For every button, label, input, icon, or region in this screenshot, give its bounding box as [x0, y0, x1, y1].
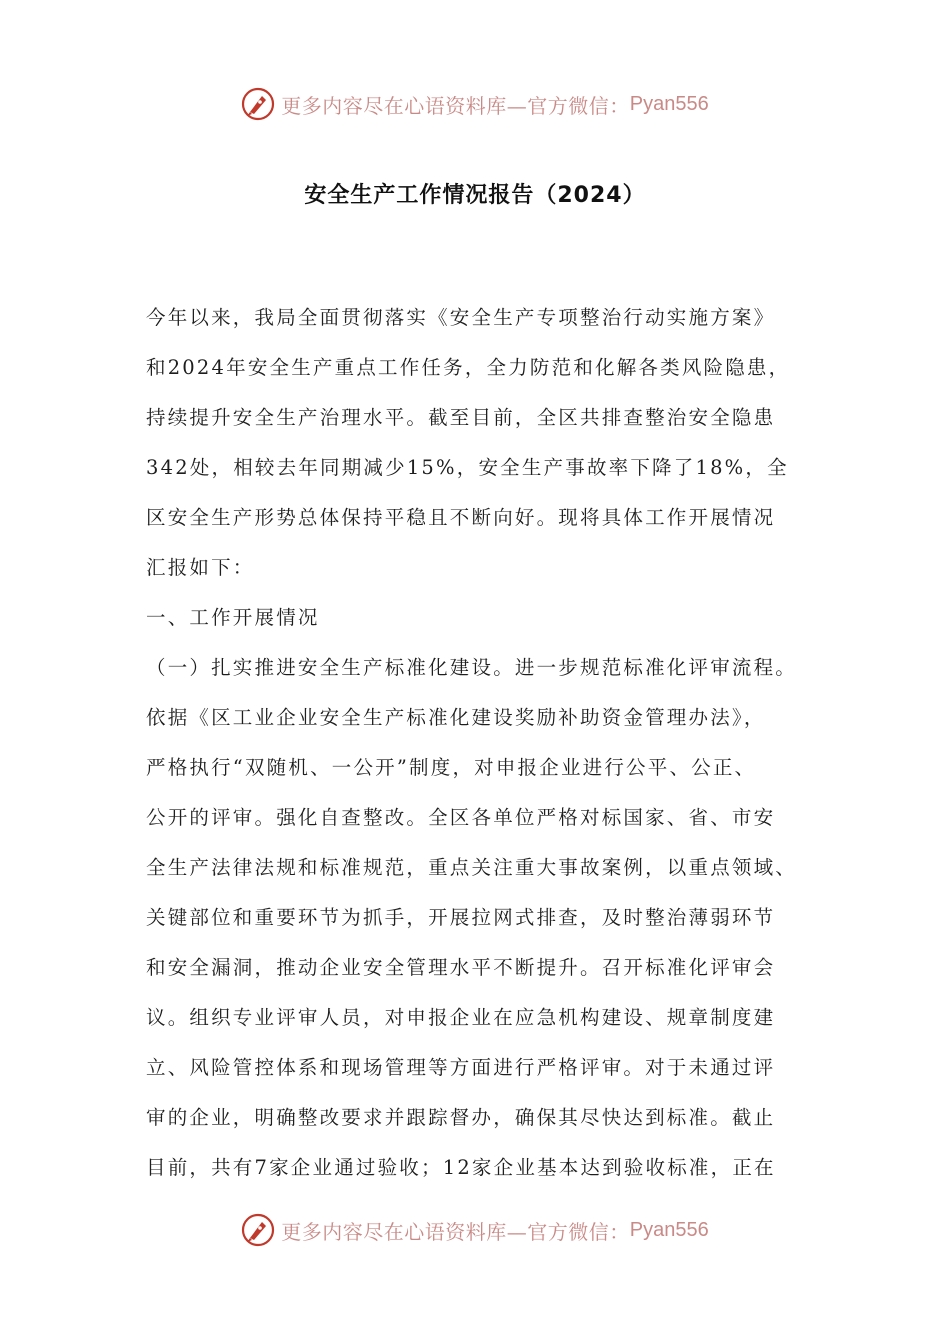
body-line: 议。组织专业评审人员，对申报企业在应急机构建设、规章制度建 — [146, 1006, 776, 1029]
footer-watermark — [0, 1208, 950, 1252]
document-title: 安全生产工作情况报告（2024） — [304, 183, 646, 208]
pen-nib-logo-icon — [241, 1213, 275, 1247]
watermark-wechat-id: Pyan556 — [629, 1218, 709, 1241]
body-line: 全生产法律法规和标准规范，重点关注重大事故案例，以重点领域、 — [146, 856, 798, 879]
body-line: 342处，相较去年同期减少15%，安全生产事故率下降了18%，全 — [146, 456, 789, 479]
body-line: 今年以来，我局全面贯彻落实《安全生产专项整治行动实施方案》 — [146, 306, 776, 329]
watermark-wechat-id: Pyan556 — [629, 92, 709, 115]
pen-nib-logo-icon — [241, 87, 275, 121]
body-line: 审的企业，明确整改要求并跟踪督办，确保其尽快达到标准。截止 — [146, 1106, 776, 1129]
body-line: 汇报如下： — [146, 556, 255, 579]
body-line: 严格执行“双随机、一公开”制度，对申报企业进行公平、公正、 — [146, 756, 757, 779]
body-line: 目前，共有7家企业通过验收；12家企业基本达到验收标准，正在 — [146, 1156, 776, 1179]
section-heading: 一、工作开展情况 — [146, 606, 320, 629]
body-line: 公开的评审。强化自查整改。全区各单位严格对标国家、省、市安 — [146, 806, 776, 829]
watermark-text: 更多内容尽在心语资料库—官方微信： — [281, 93, 630, 118]
header-watermark — [0, 82, 950, 126]
body-line: 持续提升安全生产治理水平。截至目前，全区共排查整治安全隐患 — [146, 406, 776, 429]
watermark-text: 更多内容尽在心语资料库—官方微信： — [281, 1219, 630, 1244]
body-line: 区安全生产形势总体保持平稳且不断向好。现将具体工作开展情况 — [146, 506, 776, 529]
body-line: 立、风险管控体系和现场管理等方面进行严格评审。对于未通过评 — [146, 1056, 776, 1079]
body-line: 依据《区工业企业安全生产标准化建设奖励补助资金管理办法》， — [146, 706, 766, 729]
document-body — [146, 300, 836, 1200]
body-line: （一）扎实推进安全生产标准化建设。进一步规范标准化评审流程。 — [146, 656, 798, 679]
body-line: 和安全漏洞，推动企业安全管理水平不断提升。召开标准化评审会 — [146, 956, 776, 979]
body-line: 关键部位和重要环节为抓手，开展拉网式排查，及时整治薄弱环节 — [146, 906, 776, 929]
body-line: 和2024年安全生产重点工作任务，全力防范和化解各类风险隐患， — [146, 356, 791, 379]
